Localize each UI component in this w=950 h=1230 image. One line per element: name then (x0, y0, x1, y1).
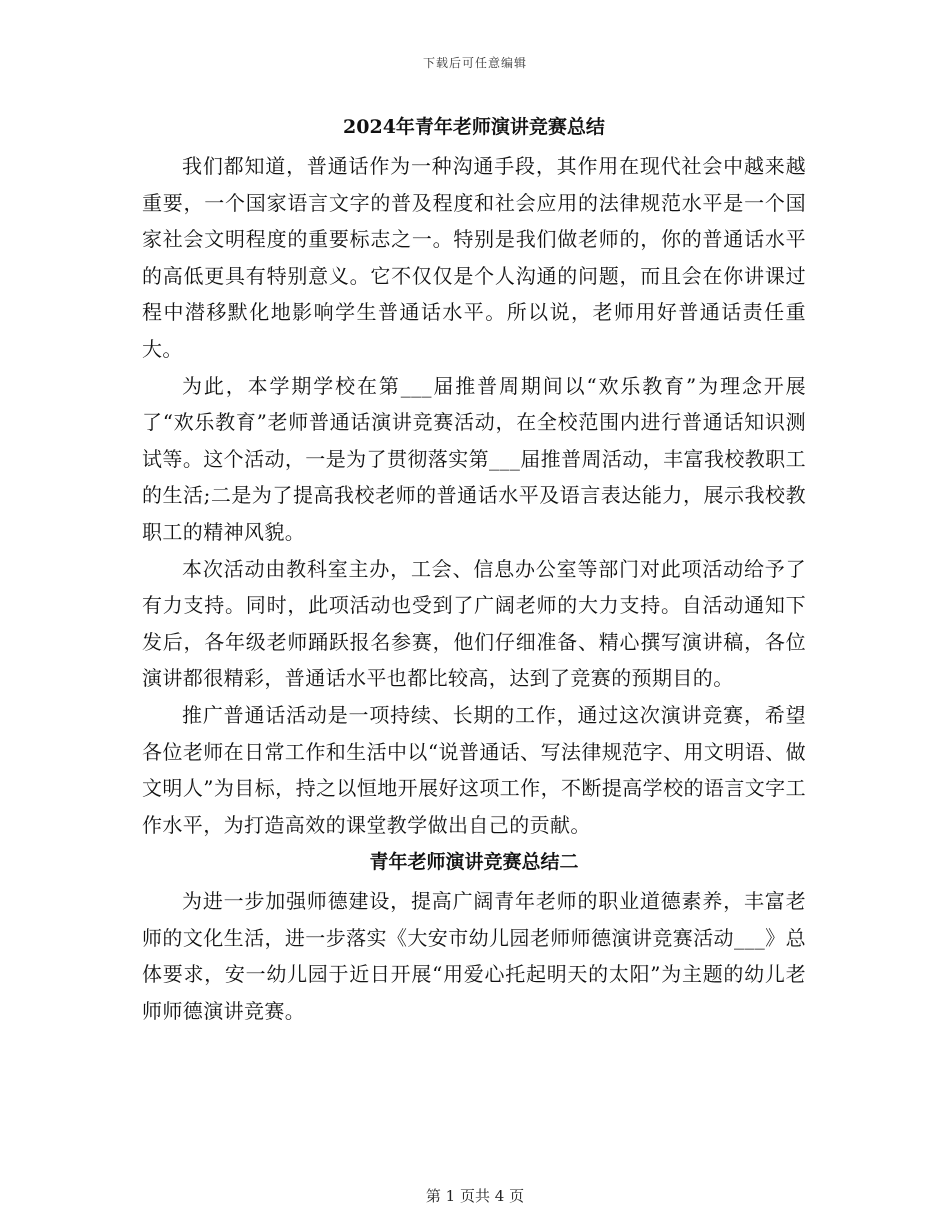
page-number: 第 1 页共 4 页 (425, 1187, 525, 1205)
paragraph: 为进一步加强师德建设，提高广阔青年老师的职业道德素养，丰富老师的文化生活，进一步落实《大安市幼儿园老师师德演讲竞赛活动___》总体要求，安一幼儿园于近日开展“用爱心托起明天的太阳”为主题的幼儿老师师德演讲竞赛。 (142, 889, 806, 1024)
paragraph: 本次活动由教科室主办，工会、信息办公室等部门对此项活动给予了有力支持。同时，此项活动也受到了广阔老师的大力支持。自活动通知下发后，各年级老师踊跃报名参赛，他们仔细准备、精心撰写演讲稿，各位演讲都很精彩，普通话水平也都比较高，达到了竞赛的预期目的。 (142, 556, 806, 691)
paragraph: 推广普通话活动是一项持续、长期的工作，通过这次演讲竞赛，希望各位老师在日常工作和生活中以“说普通话、写法律规范字、用文明语、做文明人”为目标，持之以恒地开展好这项工作，不断提高学校的语言文字工作水平，为打造高效的课堂教学做出自己的贡献。 (142, 702, 806, 837)
paragraph: 为此，本学期学校在第___届推普周期间以“欢乐教育”为理念开展了“欢乐教育”老师普通话演讲竞赛活动，在全校范围内进行普通话知识测试等。这个活动，一是为了贯彻落实第___届推普周活动，丰富我校教职工的生活;二是为了提高我校老师的普通话水平及语言表达能力，展示我校教职工的精神风貌。 (142, 373, 806, 544)
section-title: 青年老师演讲竞赛总结二 (369, 851, 579, 874)
header-note: 下载后可任意编辑 (422, 56, 527, 70)
paragraph: 我们都知道，普通话作为一种沟通手段，其作用在现代社会中越来越重要，一个国家语言文字的普及程度和社会应用的法律规范水平是一个国家社会文明程度的重要标志之一。特别是我们做老师的，你的普通话水平的高低更具有特别意义。它不仅仅是个人沟通的问题，而且会在你讲课过程中潜移默化地影响学生普通话水平。所以说，老师用好普通话责任重大。 (142, 154, 806, 361)
document-body (142, 108, 806, 1030)
document-title: 2024年青年老师演讲竞赛总结 (343, 116, 605, 138)
